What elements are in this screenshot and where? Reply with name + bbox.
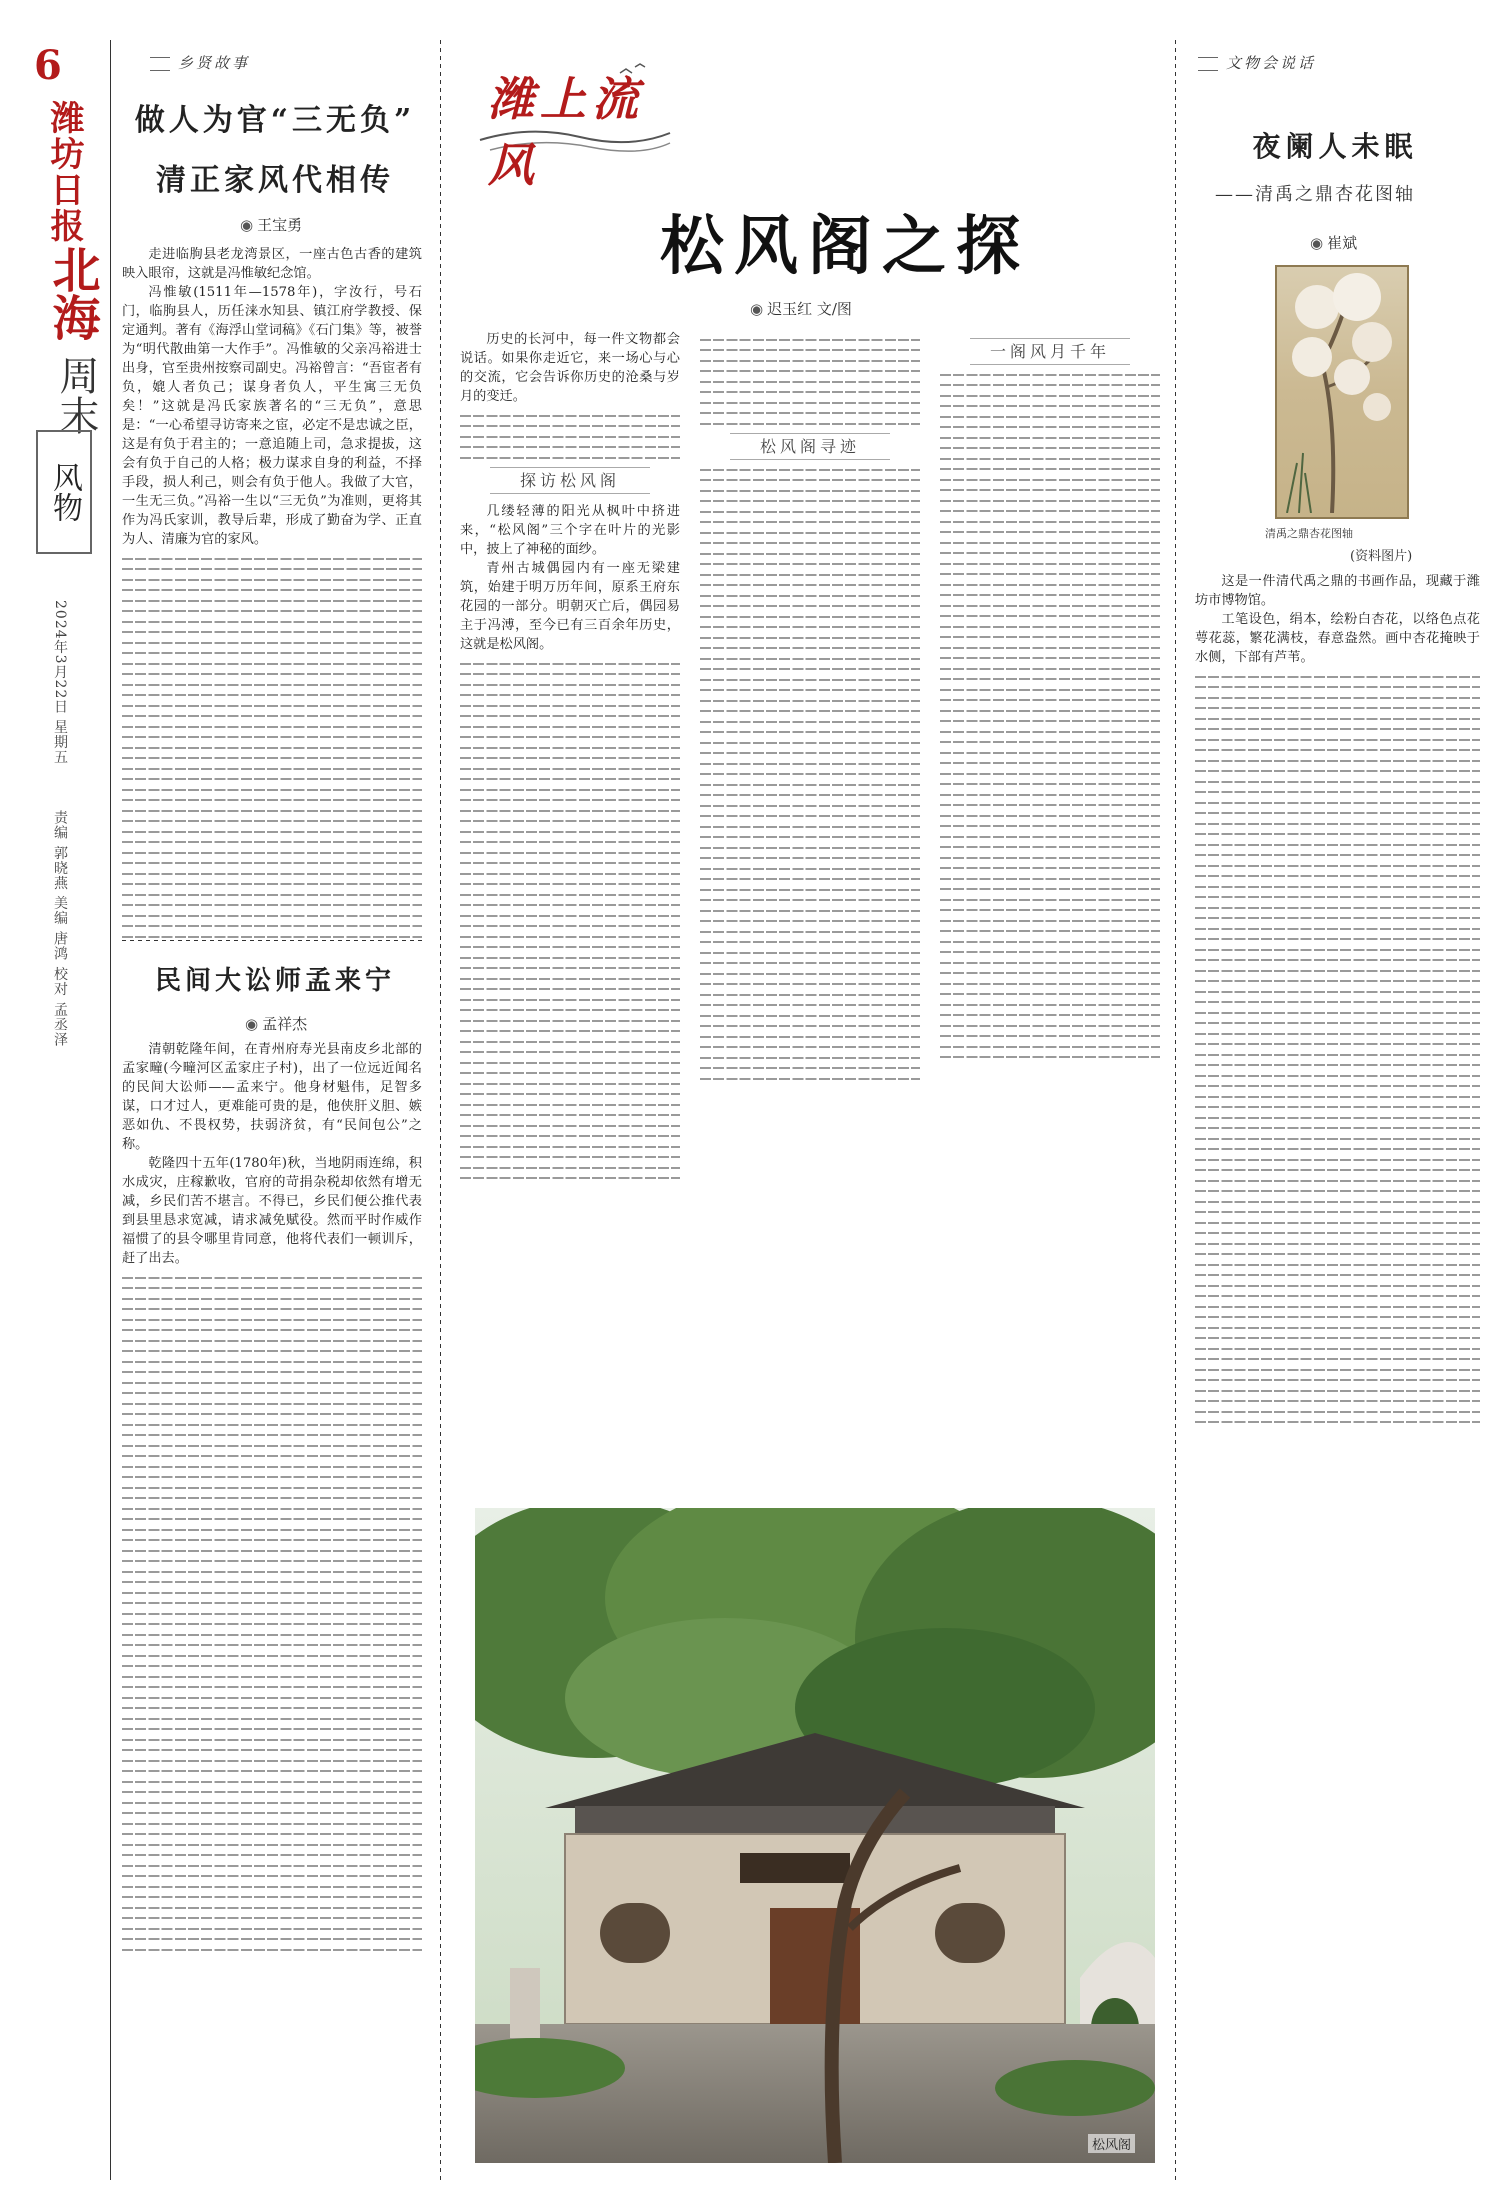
feature-photo <box>475 1508 1155 2163</box>
article3-paragraph: 这是一件清代禹之鼎的书画作品，现藏于潍坊市博物馆。 <box>1195 574 1480 608</box>
feature-author: ◉ 迟玉红 文/图 <box>750 298 852 319</box>
brand-sub: 周末 <box>53 355 99 435</box>
feature-subhead-3: 一阁风月千年 <box>970 338 1130 365</box>
feature-text-continued <box>460 663 680 1180</box>
feature-subhead-2: 松风阁寻迹 <box>730 433 890 460</box>
feature-banner-text: 潍上流风 <box>488 72 644 192</box>
article1-title-line1: 做人为官“三无负” <box>134 103 416 138</box>
feature-paragraph: 青州古城偶园内有一座无梁建筑，始建于明万历年间，原系王府东花园的一部分。明朝灭亡后，偶园易主于冯溥，至今已有三百余年历史，这就是松风阁。 <box>460 561 680 652</box>
article2-text-continued <box>122 1277 422 1951</box>
apricot-painting <box>1275 265 1409 519</box>
feature-title: 松风阁之探 <box>660 209 1030 284</box>
feature-text-continued <box>940 374 1160 1059</box>
feature-column-3 <box>940 330 1160 1067</box>
feature-column-2 <box>700 330 920 1088</box>
column-rule-left <box>110 40 111 2180</box>
apricot-blossom-illustration <box>1277 267 1403 513</box>
article3-title: 夜阑人未眠 <box>1252 130 1418 163</box>
article3-body <box>1195 572 1480 1432</box>
article2-paragraph: 乾隆四十五年(1780年)秋，当地阴雨连绵，积水成灾，庄稼歉收，官府的苛捐杂税却依然有增无减，乡民们苦不堪言。不得已，乡民们便公推代表到县里恳求宽减，请求减免赋役。然而平时作威作福惯了的县令哪里肯同意，他将代表们一顿训斥，赶了出去。 <box>122 1156 422 1266</box>
column-rule-right <box>1175 40 1176 2180</box>
section-label: 风物 <box>36 430 92 554</box>
article2-title: 民间大讼师孟来宁 <box>154 966 395 996</box>
article3-paragraph: 工笔设色，绢本，绘粉白杏花，以络色点花萼花蕊，繁花满枝，春意盎然。画中杏花掩映于水侧，下部有芦苇。 <box>1195 612 1480 665</box>
issue-date: 2024年3月22日 星期五 <box>52 600 68 765</box>
column-rule-mid <box>440 40 441 2180</box>
article1-column-tag: 乡贤故事 <box>150 52 250 73</box>
article1-text-continued <box>122 558 422 938</box>
painting-caption: 清禹之鼎杏花图轴 <box>1265 527 1353 540</box>
page-number: 6 <box>34 42 62 89</box>
editor-credits: 责编 郭晓燕 美编 唐鸿 校对 孟丞泽 <box>52 810 68 1048</box>
feature-banner <box>470 55 680 192</box>
article1-body <box>122 245 422 946</box>
article3-column-tag: 文物会说话 <box>1198 52 1316 73</box>
brand-main: 北海 <box>44 245 100 341</box>
article1-title-line2: 清正家风代相传 <box>156 163 394 198</box>
article2-author: ◉ 孟祥杰 <box>245 1013 307 1034</box>
article1-author: ◉ 王宝勇 <box>240 214 302 235</box>
feature-text-continued <box>700 469 920 1080</box>
feature-paragraph: 历史的长河中，每一件文物都会说话。如果你走近它，来一场心与心的交流，它会告诉你历史的沧桑与岁月的变迁。 <box>460 332 680 404</box>
article1-divider <box>122 940 422 941</box>
image-credit: (资料图片) <box>1350 549 1413 564</box>
article1-paragraph: 冯惟敏(1511年—1578年)，字汝行，号石门，临朐县人，历任涞水知县、镇江府学教授、保定通判。著有《海浮山堂词稿》《石门集》等，被誉为“明代散曲第一大作手”。冯惟敏的父亲冯裕进士出身，官至贵州按察司副史。冯裕曾言：“吾宦者有负，媲人者负己；谋身者负人，平生寓三无负矣！”这就是冯氏家族著名的“三无负”，意思是：“一心希望寻访寄来之宦，必定不是忠诚之臣，这是有负于君主的；一意追随上司，急求提拔，这会有负于自己的人格；极力谋求自身的利益，不择手段，损人利己，则会有负于他人。我做了大官，一生无三负。”冯裕一生以“三无负”为准则，更将其作为冯氏家训，教导后辈，形成了勤奋为学、正直为人、清廉为官的家风。 <box>122 285 422 547</box>
feature-text-continued <box>700 339 920 425</box>
article3-subtitle: ——清禹之鼎杏花图轴 <box>1215 184 1415 205</box>
paper-name: 潍坊日报 <box>44 100 84 244</box>
feature-paragraph: 几缕轻薄的阳光从枫叶中挤进来，“松风阁”三个字在叶片的光影中，披上了神秘的面纱。 <box>460 504 680 557</box>
songfengge-photo-illustration <box>475 1508 1155 2163</box>
article1-paragraph: 走进临朐县老龙湾景区，一座古色古香的建筑映入眼帘，这就是冯惟敏纪念馆。 <box>122 247 422 281</box>
article3-text-continued <box>1195 676 1480 1424</box>
feature-text-continued <box>460 415 680 459</box>
article2-body <box>122 1040 422 1959</box>
feature-photo-caption: 松风阁 <box>1088 2134 1135 2153</box>
article3-author: ◉ 崔斌 <box>1310 232 1357 253</box>
article2-paragraph: 清朝乾隆年间，在青州府寿光县南皮乡北部的孟家疃(今疃河区孟家庄子村)，出了一位远近闻名的民间大讼师——孟来宁。他身材魁伟，足智多谋，口才过人，更难能可贵的是，他侠肝义胆、嫉恶如仇、不畏权势，扶弱济贫，有“民间包公”之称。 <box>122 1042 422 1152</box>
feature-column-1 <box>460 330 680 1188</box>
feature-subhead-1: 探访松风阁 <box>490 467 650 494</box>
